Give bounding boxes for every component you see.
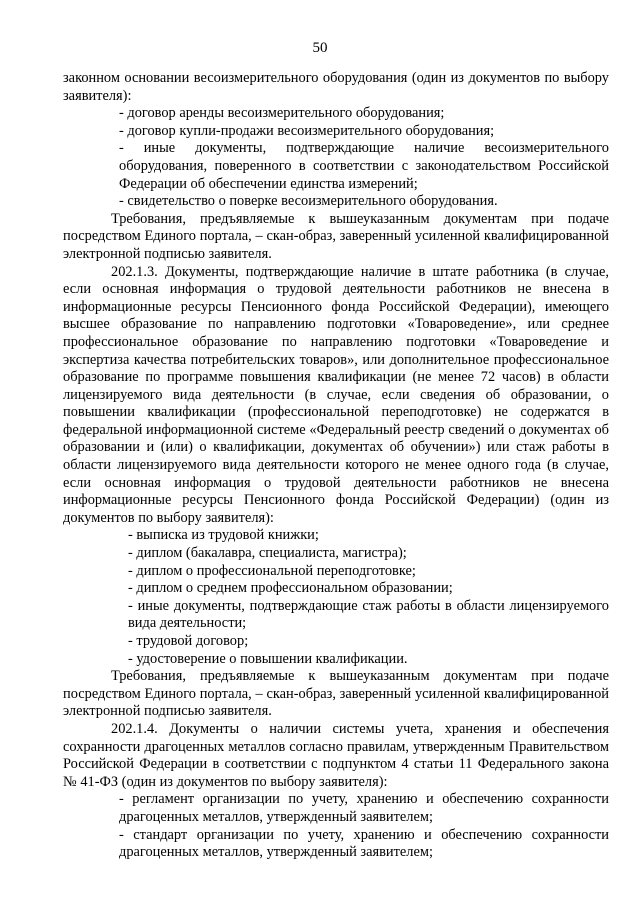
list-item: - иные документы, подтверждающие стаж работы в области лицензируемого вида деятельности; [128,597,609,632]
paragraph: Требования, предъявляемые к вышеуказанным документам при подаче посредством Единого портала, – скан-образ, заверенный усиленной квалифицированной электронной подписью заявителя. [63,668,609,720]
list-item: - регламент организации по учету, хранению и обеспечению сохранности драгоценных металлов, утвержденный заявителем; [119,791,609,825]
list-item: - диплом (бакалавра, специалиста, магистра); [128,545,407,562]
list-item: - диплом о профессиональной переподготовке; [128,562,416,579]
page-number: 50 [312,40,328,56]
list-item: - иные документы, подтверждающие наличие весоизмерительного оборудования, поверенного в соответствии с законодательством Российской Федерации об обеспечении единства измерений; [119,140,609,192]
paragraph: 202.1.3. Документы, подтверждающие наличие в штате работника (в случае, если основная информация о трудовой деятельности работников не внесена в информационные ресурсы Пенсионного фонда Российской Федерации), имеющего высшее образование по направлению подготовки «Товароведение», или среднее профессиональное образование по направлению подготовки «Товароведение и экспертиза качества потребительских товаров», или дополнительное профессиональное образование по программе повышения квалификации (не менее 72 часов) в области лицензируемого вида деятельности (в случае, если сведения об образовании, о повышении квалификации (профессиональной переподготовке) не содержатся в федеральной информационной системе «Федеральный реестр сведений о документах об образовании и (или) о квалификации, документах об обучении») или стаж работы в области лицензируемого вида деятельности которого не менее одного года (в случае, если основная информация о трудовой деятельности работников не внесена информационные ресурсы Пенсионного фонда Российской Федерации) (один из документов по выбору заявителя): [63,263,609,526]
list-item: - свидетельство о поверке весоизмерительного оборудования. [119,193,498,210]
paragraph: 202.1.4. Документы о наличии системы учета, хранения и обеспечения сохранности драгоценных металлов согласно правилам, утвержденным Правительством Российской Федерации в соответствии с подпунктом 4 статьи 11 Федерального закона № 41-ФЗ (один из документов по выбору заявителя): [63,720,609,790]
paragraph: Требования, предъявляемые к вышеуказанным документам при подаче посредством Единого портала, – скан-образ, заверенный усиленной квалифицированной электронной подписью заявителя. [63,210,609,262]
paragraph: законном основании весоизмерительного оборудования (один из документов по выбору заявителя): [63,70,609,104]
list-item: - удостоверение о повышении квалификации. [128,650,408,667]
list-item: - трудовой договор; [128,633,249,649]
list-item: - стандарт организации по учету, хранению и обеспечению сохранности драгоценных металлов, утвержденный заявителем; [119,826,609,861]
document-body [63,70,609,862]
list-item: - договор купли-продажи весоизмерительного оборудования; [119,122,495,139]
list-item: - диплом о среднем профессиональном образовании; [128,580,453,597]
list-item: - договор аренды весоизмерительного оборудования; [119,105,445,122]
list-item: - выписка из трудовой книжки; [128,527,319,544]
